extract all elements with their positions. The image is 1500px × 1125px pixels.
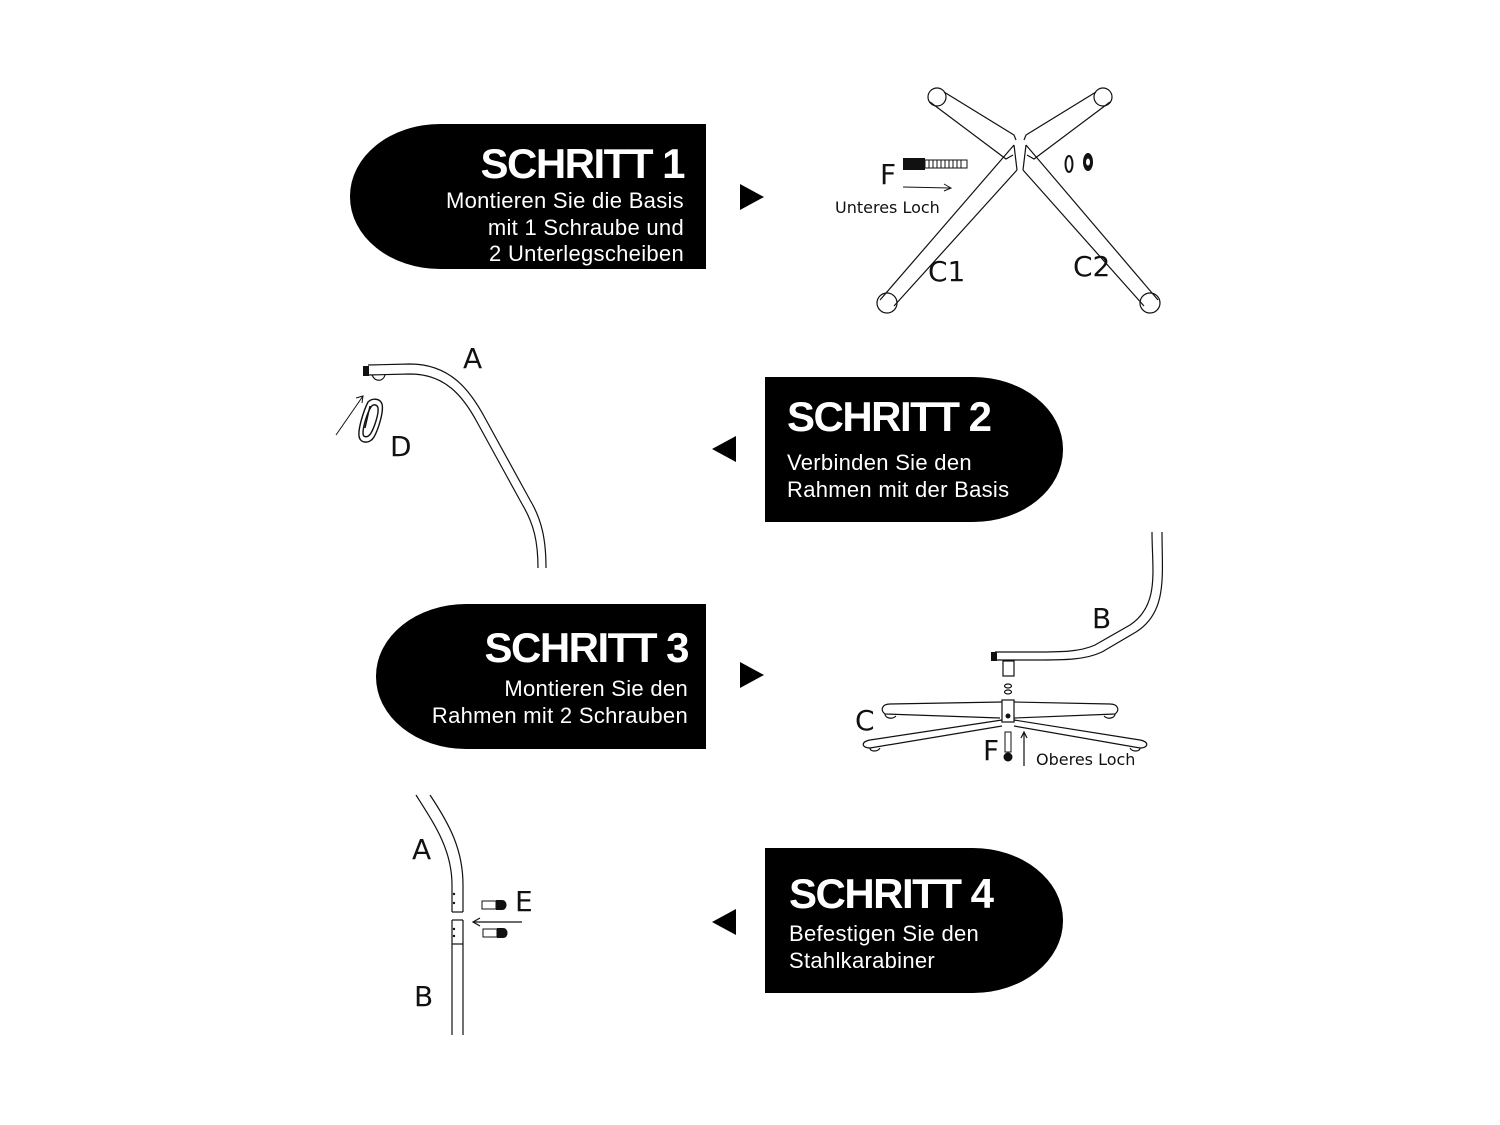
step-2-panel — [765, 377, 1063, 522]
label-f: F — [983, 734, 1000, 767]
label-c: C — [855, 704, 875, 737]
label-unteres-loch: Unteres Loch — [835, 198, 940, 217]
label-a: A — [412, 833, 432, 866]
step-1-title: SCHRITT 1 — [480, 140, 684, 187]
step-2-arrow-left-icon — [712, 436, 736, 462]
screw-icon — [482, 900, 507, 910]
bolt-thread-icon — [1005, 732, 1011, 752]
step-3-panel — [376, 604, 706, 749]
step-3-line-1: Montieren Sie den — [504, 676, 688, 701]
label-c2: C2 — [1073, 250, 1111, 283]
step-2-title: SCHRITT 2 — [787, 393, 991, 440]
end-cap-icon — [991, 652, 997, 661]
carabiner-icon — [359, 399, 383, 442]
step-3-illustration — [830, 530, 1180, 780]
screw-icon — [483, 928, 508, 938]
label-e: E — [515, 885, 533, 918]
frame-a-diagram — [320, 340, 580, 580]
step-4-panel — [765, 848, 1063, 993]
step-2-illustration — [320, 340, 580, 580]
label-d: D — [390, 430, 412, 463]
step-1-line-1: Montieren Sie die Basis — [445, 188, 684, 213]
label-b: B — [414, 980, 434, 1013]
step-4-line-1: Befestigen Sie den — [789, 921, 980, 946]
label-f: F — [880, 158, 897, 191]
step-1-panel — [350, 124, 706, 269]
label-b: B — [1092, 602, 1112, 635]
bolt-head-icon — [903, 158, 925, 170]
step-2-line-1: Verbinden Sie den — [787, 450, 972, 475]
label-oberes-loch: Oberes Loch — [1036, 750, 1136, 769]
step-1-line-3: 2 Unterlegscheiben — [489, 241, 684, 266]
step-3-title: SCHRITT 3 — [484, 624, 688, 671]
label-a: A — [463, 342, 483, 375]
step-2-line-2: Rahmen mit der Basis — [787, 476, 1010, 502]
frame-b-base-diagram — [830, 530, 1180, 780]
bolt-head-icon — [1004, 753, 1013, 762]
step-1-illustration — [820, 80, 1180, 320]
step-4-line-2: Stahlkarabiner — [789, 947, 936, 973]
label-c1: C1 — [928, 255, 966, 288]
step-3-line-2: Rahmen mit 2 Schrauben — [431, 702, 688, 728]
step-3-arrow-right-icon — [740, 662, 764, 688]
step-1-line-2: mit 1 Schraube und — [487, 214, 684, 240]
washer-icon — [1066, 156, 1073, 172]
step-4-title: SCHRITT 4 — [789, 870, 993, 917]
step-1-arrow-right-icon — [740, 184, 764, 210]
step-4-arrow-left-icon — [712, 909, 736, 935]
end-cap-icon — [363, 366, 369, 376]
step-4-illustration — [390, 790, 570, 1040]
